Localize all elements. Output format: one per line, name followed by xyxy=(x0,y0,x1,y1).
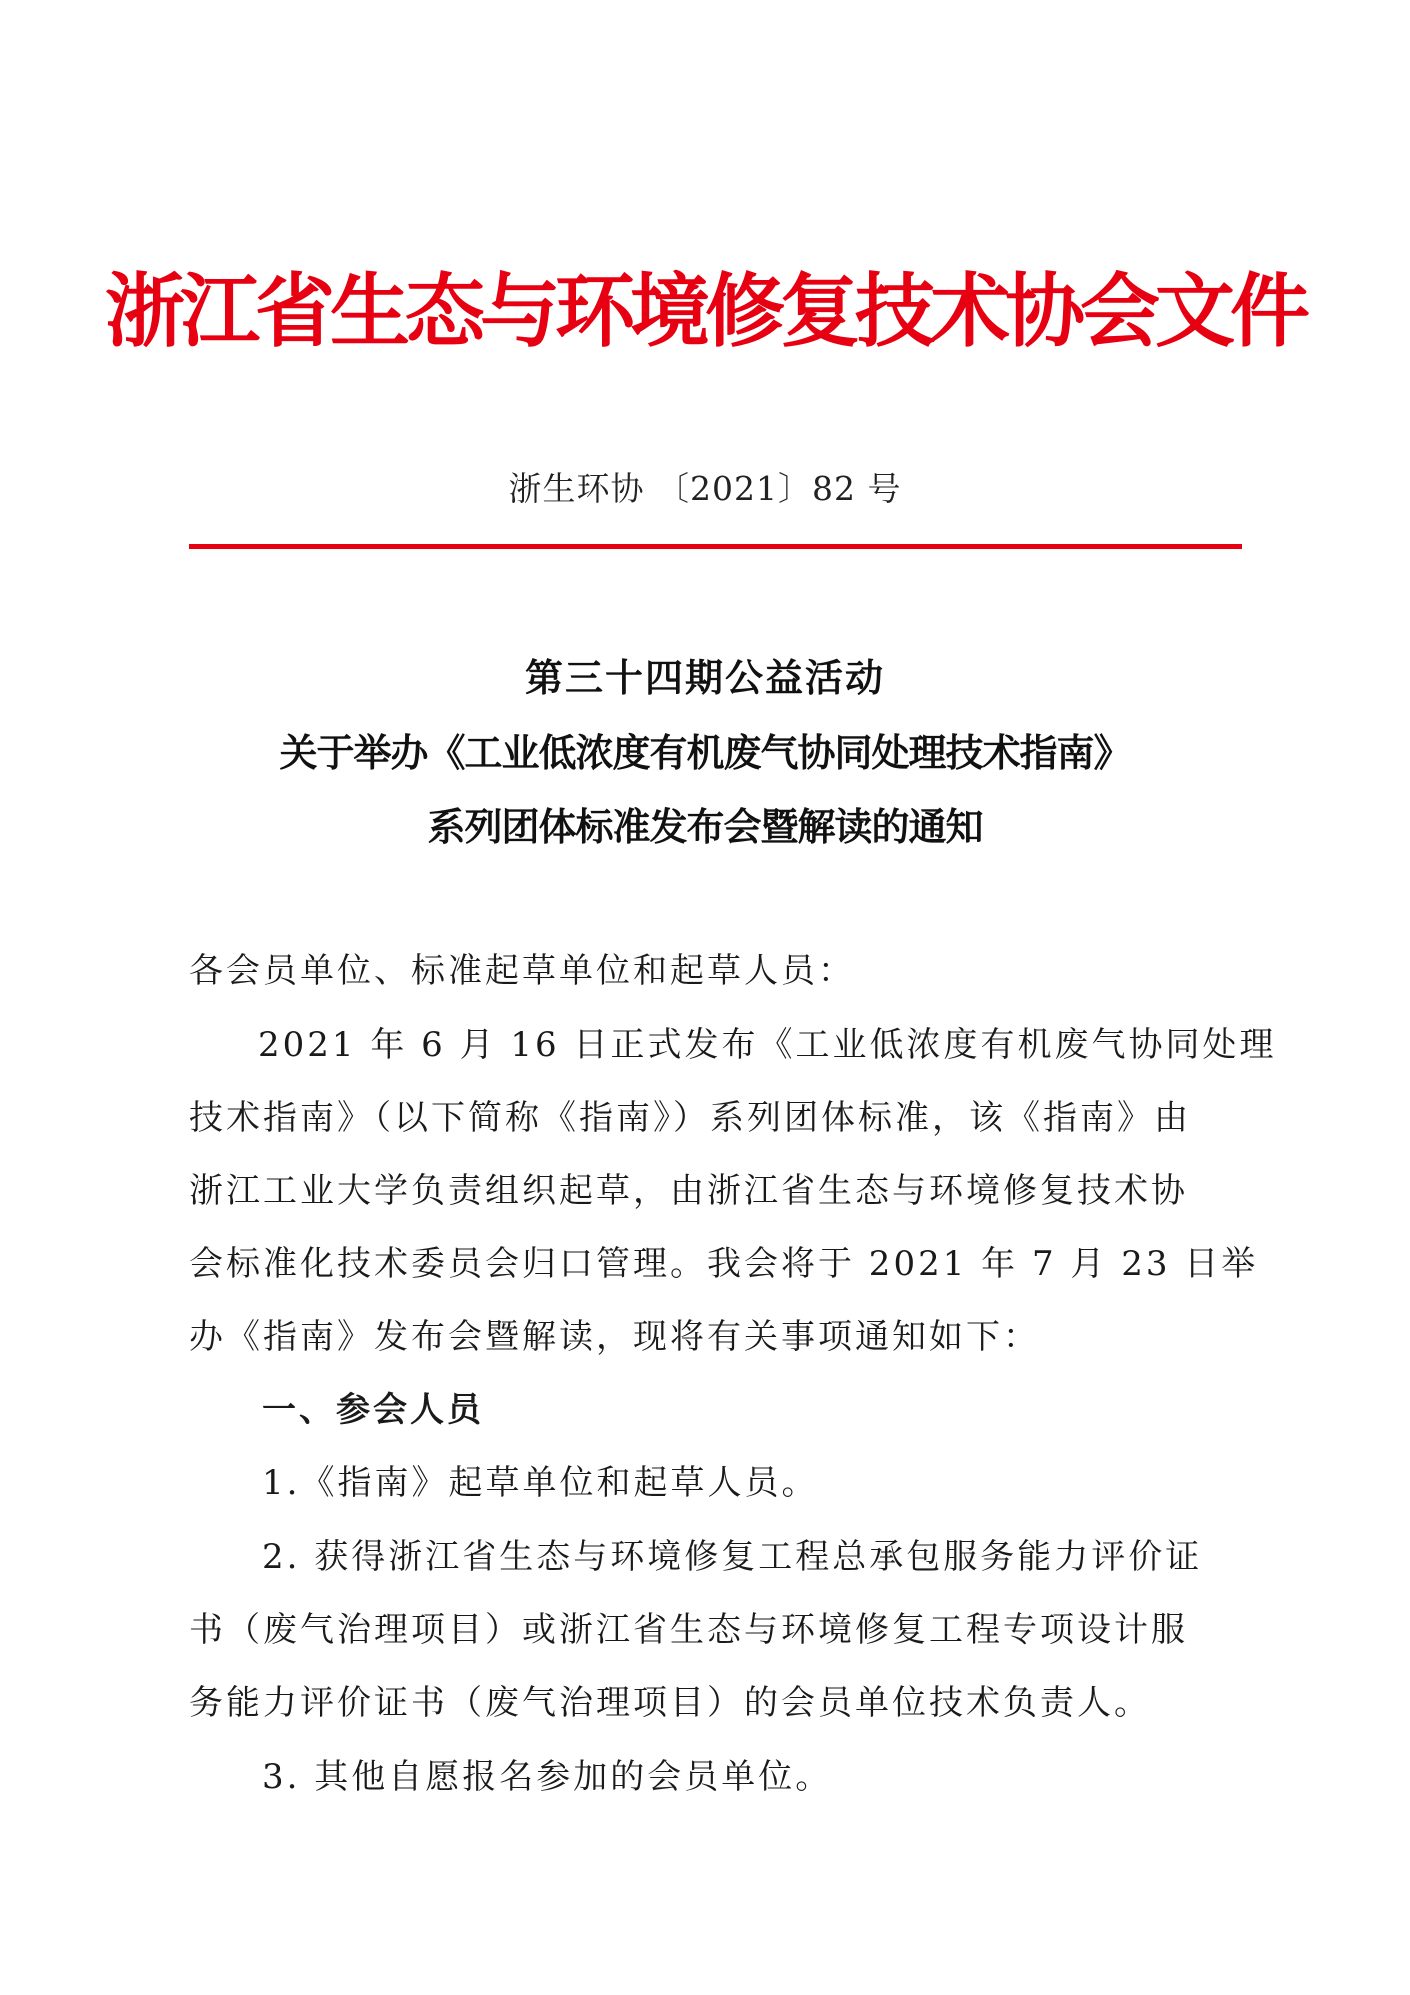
paragraph-1-line-3: 浙江工业大学负责组织起草，由浙江省生态与环境修复技术协 xyxy=(189,1171,1188,1211)
notice-title-line-3: 系列团体标准发布会暨解读的通知 xyxy=(427,805,983,849)
list-item-2-line-1: 2. 获得浙江省生态与环境修复工程总承包服务能力评价证 xyxy=(262,1537,1203,1577)
notice-title-line-2: 关于举办《工业低浓度有机废气协同处理技术指南》 xyxy=(279,731,1131,775)
paragraph-1-line-2: 技术指南》（以下简称《指南》）系列团体标准，该《指南》由 xyxy=(189,1098,1191,1138)
list-item-2-line-3: 务能力评价证书（废气治理项目）的会员单位技术负责人。 xyxy=(189,1683,1151,1723)
paragraph-1-line-1: 2021 年 6 月 16 日正式发布《工业低浓度有机废气协同处理 xyxy=(258,1025,1277,1065)
list-item-2-line-2: 书（废气治理项目）或浙江省生态与环境修复工程专项设计服 xyxy=(189,1610,1188,1650)
paragraph-1-line-5: 办《指南》发布会暨解读，现将有关事项通知如下： xyxy=(189,1317,1040,1357)
document-header-title: 浙江省生态与环境修复技术协会文件 xyxy=(105,265,1305,358)
salutation: 各会员单位、标准起草单位和起草人员： xyxy=(189,951,855,991)
paragraph-1-line-4: 会标准化技术委员会归口管理。我会将于 2021 年 7 月 23 日举 xyxy=(189,1244,1259,1284)
section-1-heading: 一、参会人员 xyxy=(262,1390,484,1430)
notice-title-line-1: 第三十四期公益活动 xyxy=(524,656,885,700)
header-red-divider xyxy=(189,544,1242,549)
list-item-1: 1.《指南》起草单位和起草人员。 xyxy=(262,1463,819,1503)
document-number: 浙生环协 〔2021〕82 号 xyxy=(508,469,902,508)
list-item-3: 3. 其他自愿报名参加的会员单位。 xyxy=(262,1757,833,1797)
